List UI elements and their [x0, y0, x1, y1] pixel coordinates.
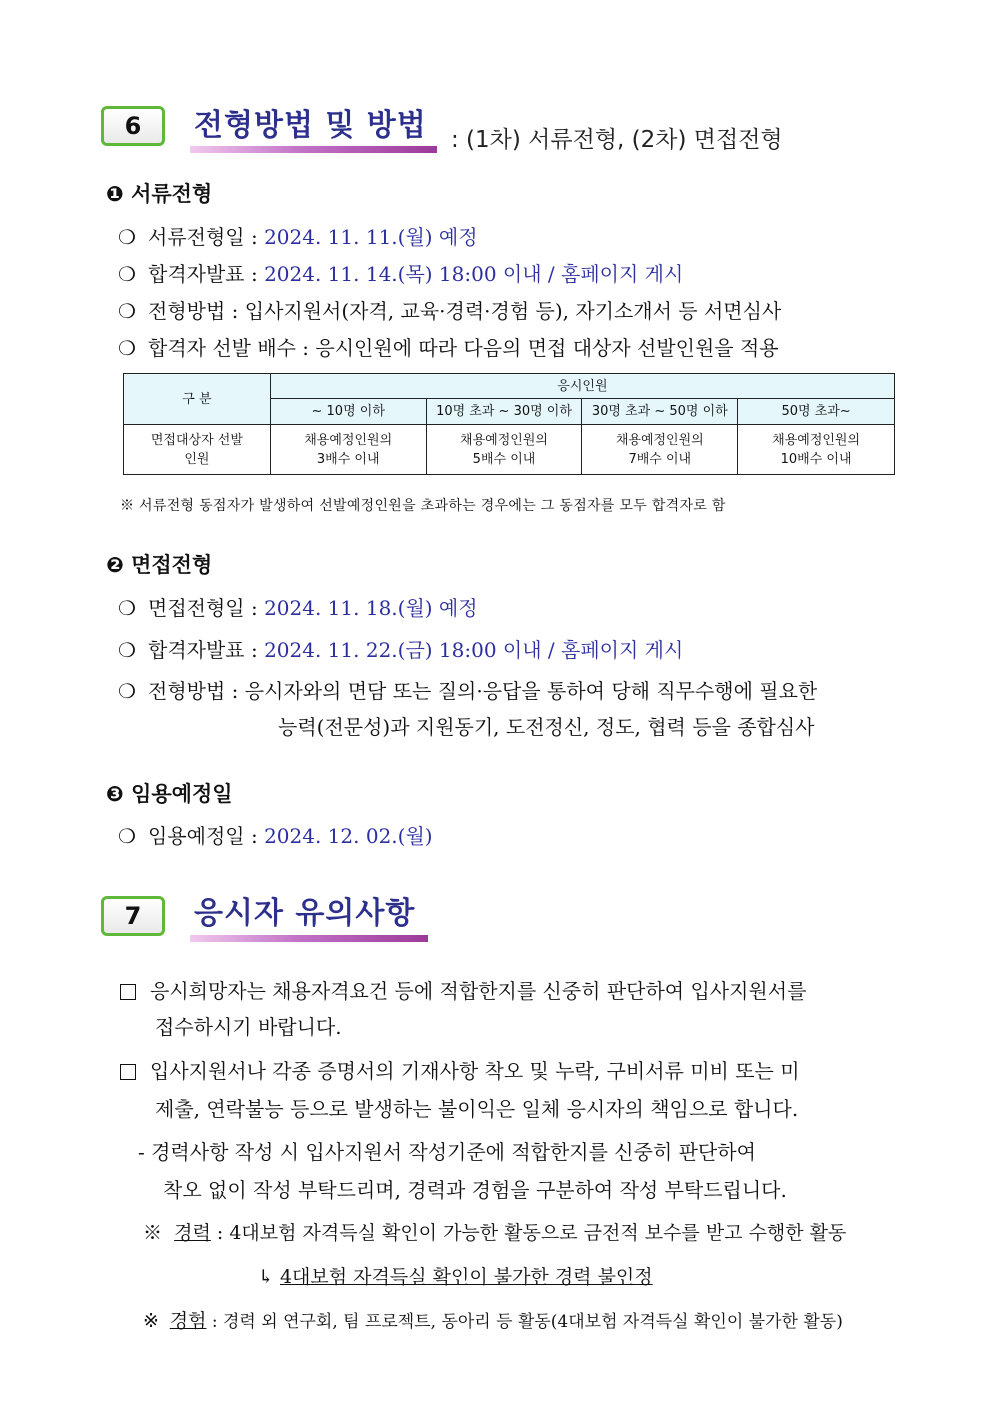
section-6-underline	[190, 146, 437, 153]
doc-method-value: 입사지원서(자격, 교육·경력·경험 등), 자기소개서 등 서면심사	[244, 299, 782, 323]
checkbox-square-icon	[120, 1064, 136, 1080]
cell-line-1: 채용예정인원의	[615, 432, 704, 448]
section-7-number: 7	[124, 902, 142, 930]
table-cell	[582, 425, 738, 475]
row-label-line-2: 인원	[184, 451, 210, 467]
table-cell	[426, 425, 582, 475]
interview-heading: ❷ 면접전형	[106, 553, 213, 577]
cell-line-2: 10배수 이내	[780, 451, 852, 467]
interview-date-line	[118, 592, 478, 621]
bullet-icon: ❍	[118, 336, 136, 360]
section-6-number: 6	[124, 112, 142, 140]
selection-ratio-table	[123, 373, 895, 475]
bullet-icon: ❍	[118, 225, 136, 249]
notice-2-line-2: 제출, 연락불능 등으로 발생하는 불이익은 일체 응시자의 책임으로 합니다.	[155, 1097, 799, 1121]
table-column-header: ~ 10명 이하	[270, 399, 426, 425]
doc-screening-date-line	[118, 221, 478, 250]
doc-result-value: 2024. 11. 14.(목) 18:00 이내 / 홈페이지 게시	[264, 262, 684, 286]
reference-mark: ※	[143, 1222, 163, 1244]
appointment-heading: ❸ 임용예정일	[106, 782, 233, 806]
table-column-header: 30명 초과 ~ 50명 이하	[582, 399, 738, 425]
doc-method-line	[118, 295, 781, 324]
section-7-title: 응시자 유의사항	[194, 896, 416, 931]
arrow-icon: ↳	[258, 1266, 274, 1288]
section-6-title: 전형방법 및 방법	[194, 108, 427, 143]
doc-screening-heading: ❶ 서류전형	[106, 182, 213, 206]
notice-1-line-2: 접수하시기 바랍니다.	[155, 1015, 342, 1039]
bullet-icon: ❍	[118, 299, 136, 323]
bullet-icon: ❍	[118, 262, 136, 286]
section-7-underline	[190, 935, 428, 942]
table-column-header: 10명 초과 ~ 30명 이하	[426, 399, 582, 425]
doc-result-label: 합격자발표 :	[148, 262, 258, 286]
doc-method-label: 전형방법 :	[148, 299, 239, 323]
reference-mark: ※	[143, 1310, 159, 1332]
table-column-header: 50명 초과~	[738, 399, 895, 425]
table-cell	[738, 425, 895, 475]
interview-result-label: 합격자발표 :	[148, 638, 258, 662]
career-exclusion	[258, 1262, 653, 1289]
doc-ratio-value: 응시인원에 따라 다음의 면접 대상자 선발인원을 적용	[315, 336, 779, 360]
section-7-badge	[101, 896, 165, 936]
notice-2-line-1: 입사지원서나 각종 증명서의 기재사항 착오 및 누락, 구비서류 미비 또는 미	[150, 1059, 800, 1083]
career-guide-line-1: - 경력사항 작성 시 입사지원서 작성기준에 적합한지를 신중히 판단하여	[138, 1140, 756, 1164]
interview-method-line-1: 응시자와의 면담 또는 질의·응답을 통하여 당해 직무수행에 필요한	[244, 679, 818, 703]
doc-ratio-label: 합격자 선발 배수 :	[148, 336, 310, 360]
bullet-icon: ❍	[118, 824, 136, 848]
table-corner-header: 구 분	[124, 374, 271, 425]
cell-line-1: 채용예정인원의	[772, 432, 861, 448]
doc-result-line	[118, 258, 683, 287]
cell-line-2: 5배수 이내	[472, 451, 536, 467]
interview-method-label: 전형방법 :	[148, 679, 239, 703]
tie-note: ※ 서류전형 동점자가 발생하여 선발예정인원을 초과하는 경우에는 그 동점자를 모두 합격자로 함	[120, 498, 726, 514]
career-term: 경력	[174, 1222, 211, 1244]
cell-line-2: 7배수 이내	[628, 451, 692, 467]
notice-item-2	[120, 1055, 800, 1084]
interview-date-value: 2024. 11. 18.(월) 예정	[264, 596, 478, 620]
checkbox-square-icon	[120, 984, 136, 1000]
experience-description: : 경력 외 연구회, 팀 프로젝트, 동아리 등 활동(4대보험 자격득실 확인이 불가한 활동)	[211, 1312, 843, 1332]
interview-method-line-2: 능력(전문성)과 지원동기, 도전정신, 정도, 협력 등을 종합심사	[278, 715, 815, 739]
cell-line-2: 3배수 이내	[316, 451, 380, 467]
doc-ratio-line	[118, 332, 779, 361]
interview-method-line	[118, 675, 817, 704]
cell-line-1: 채용예정인원의	[460, 432, 548, 448]
career-exclusion-text: 4대보험 자격득실 확인이 불가한 경력 불인정	[279, 1266, 653, 1288]
cell-line-1: 채용예정인원의	[304, 432, 393, 448]
table-row-label	[124, 425, 271, 475]
table-cell	[270, 425, 426, 475]
appointment-date-line	[118, 820, 433, 849]
appointment-date-label: 임용예정일 :	[148, 824, 258, 848]
doc-screening-date-label: 서류전형일 :	[148, 225, 258, 249]
interview-result-line	[118, 634, 683, 663]
interview-result-value: 2024. 11. 22.(금) 18:00 이내 / 홈페이지 게시	[264, 638, 684, 662]
section-6-badge	[101, 106, 165, 146]
bullet-icon: ❍	[118, 596, 136, 620]
bullet-icon: ❍	[118, 679, 136, 703]
experience-term: 경험	[169, 1310, 207, 1332]
doc-screening-date-value: 2024. 11. 11.(월) 예정	[264, 225, 478, 249]
interview-date-label: 면접전형일 :	[148, 596, 258, 620]
career-definition	[143, 1218, 846, 1245]
experience-definition	[143, 1306, 843, 1333]
section-6-subtitle: : (1차) 서류전형, (2차) 면접전형	[451, 127, 783, 153]
table-group-header: 응시인원	[270, 374, 894, 399]
notice-1-line-1: 응시희망자는 채용자격요건 등에 적합한지를 신중히 판단하여 입사지원서를	[150, 979, 807, 1003]
bullet-icon: ❍	[118, 638, 136, 662]
row-label-line-1: 면접대상자 선발	[150, 432, 243, 448]
notice-item-1	[120, 975, 806, 1004]
appointment-date-value: 2024. 12. 02.(월)	[264, 824, 433, 848]
table-row	[124, 425, 895, 475]
career-description: : 4대보험 자격득실 확인이 가능한 활동으로 금전적 보수를 받고 수행한 활동	[216, 1222, 847, 1244]
career-guide-line-2: 착오 없이 작성 부탁드리며, 경력과 경험을 구분하여 작성 부탁드립니다.	[163, 1178, 787, 1202]
